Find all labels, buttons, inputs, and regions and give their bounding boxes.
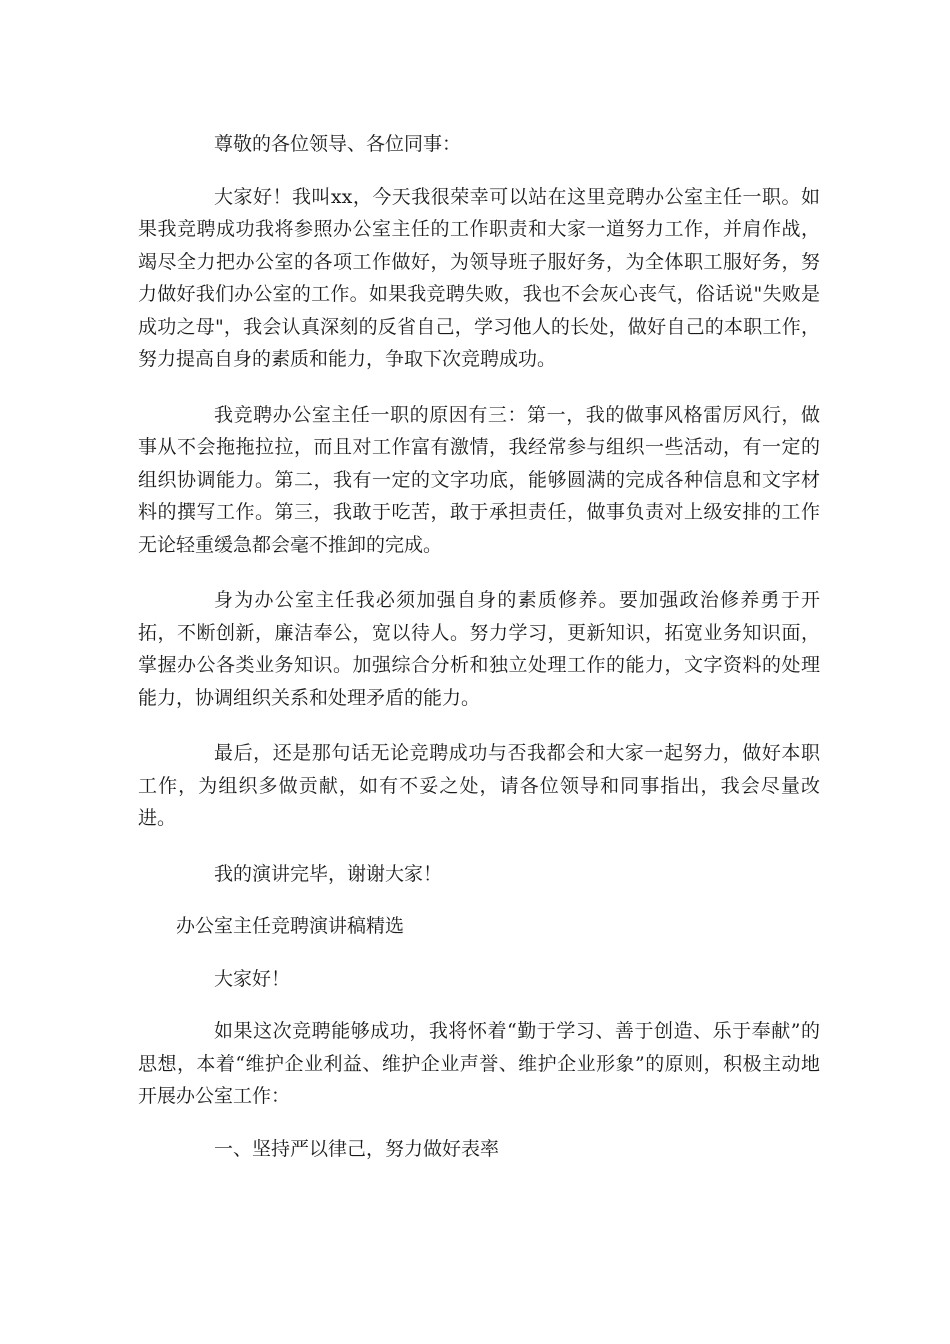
document-page — [138, 128, 820, 1188]
paragraph-thanks: 我的演讲完毕，谢谢大家！ — [214, 862, 443, 885]
greeting-2: 大家好！ — [214, 967, 291, 990]
paragraph-self-improvement: 身为办公室主任我必须加强自身的素质修养。要加强政治修养勇于开拓，不断创新，廉洁奉公，宽以待人。努力学习，更新知识，拓宽业务知识面，掌握办公各类业务知识。加强综合分析和独立处理工作的能力，文字资料的处理能力，协调组织关系和处理矛盾的能力。 — [138, 589, 820, 709]
paragraph-closing: 最后，还是那句话无论竞聘成功与否我都会和大家一起努力，做好本职工作，为组织多做贡献，如有不妥之处，请各位领导和同事指出，我会尽量改进。 — [138, 742, 820, 829]
paragraph-commitment: 如果这次竞聘能够成功，我将怀着“勤于学习、善于创造、乐于奉献”的思想，本着“维护企业利益、维护企业声誉、维护企业形象”的原则，积极主动地开展办公室工作： — [138, 1020, 820, 1107]
paragraph-reasons: 我竞聘办公室主任一职的原因有三：第一，我的做事风格雷厉风行，做事从不会拖拖拉拉，而且对工作富有激情，我经常参与组织一些活动，有一定的组织协调能力。第二，我有一定的文字功底，能够圆满的完成各种信息和文字材料的撰写工作。第三，我敢于吃苦，敢于承担责任，做事负责对上级安排的工作无论轻重缓急都会毫不推卸的完成。 — [138, 403, 820, 556]
salutation: 尊敬的各位领导、各位同事： — [214, 133, 462, 155]
subheading-1: 一、坚持严以律己，努力做好表率 — [214, 1137, 500, 1160]
paragraph-intro: 大家好！我叫xx，今天我很荣幸可以站在这里竞聘办公室主任一职。如果我竞聘成功我将参照办公室主任的工作职责和大家一道努力工作，并肩作战，竭尽全力把办公室的各项工作做好，为领导班子服好务，为全体职工服好务，努力做好我们办公室的工作。如果我竞聘失败，我也不会灰心丧气，俗话说"失败是成功之母"，我会认真深刻的反省自己，学习他人的长处，做好自己的本职工作，努力提高自身的素质和能力，争取下次竞聘成功。 — [138, 185, 820, 370]
section-title: 办公室主任竞聘演讲稿精选 — [176, 915, 405, 937]
